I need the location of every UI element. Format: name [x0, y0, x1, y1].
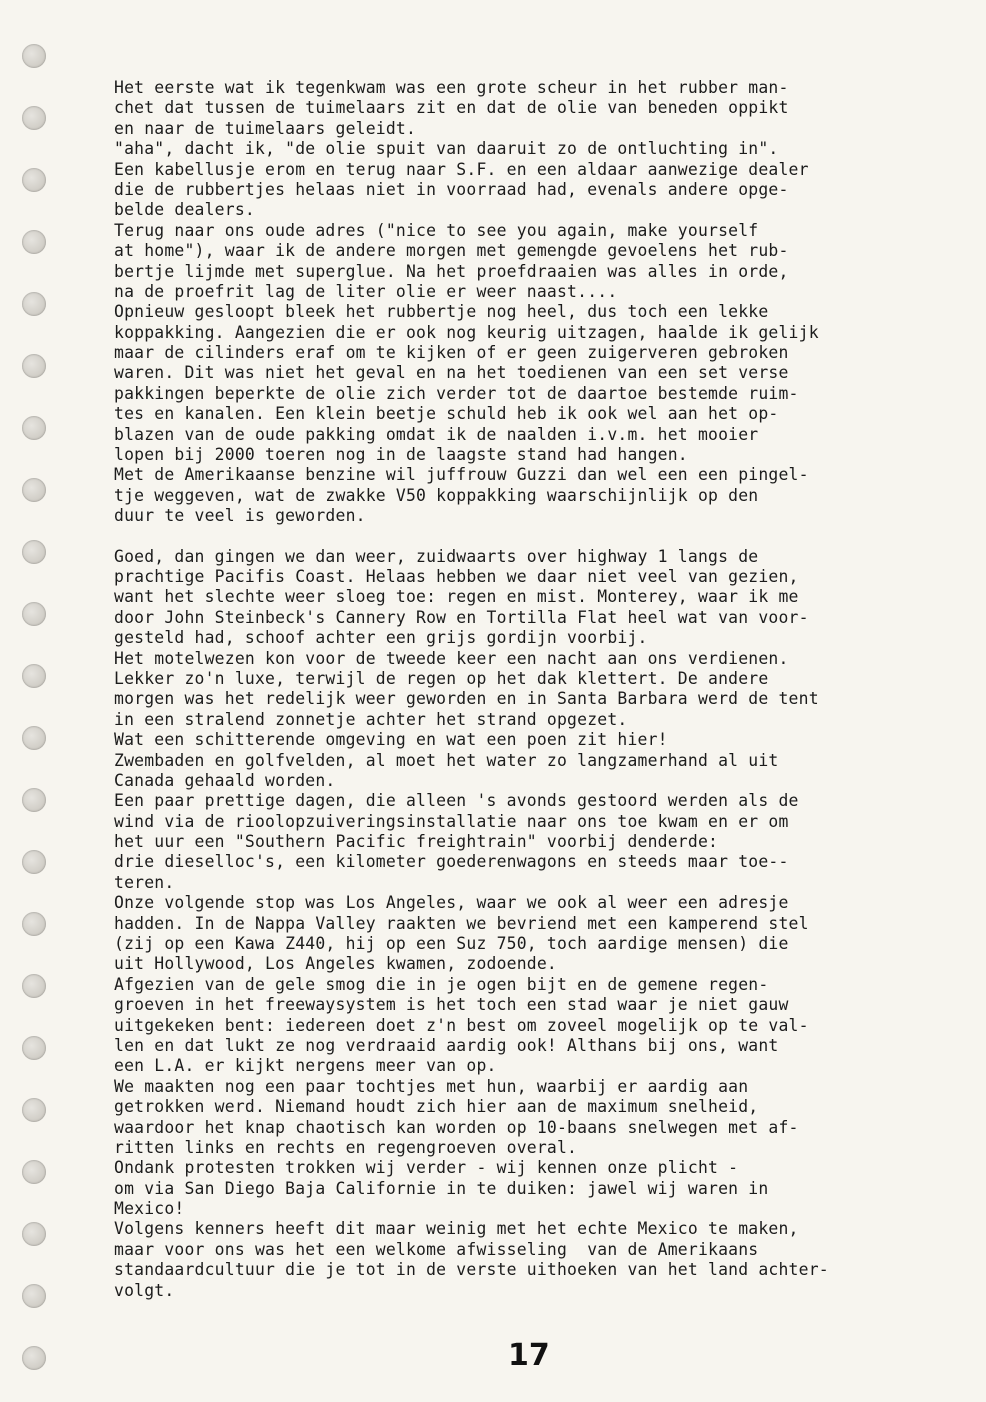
text-line: Volgens kenners heeft dit maar weinig met het echte Mexico te maken,: [114, 1219, 799, 1239]
text-line: om via San Diego Baja Californie in te duiken: jawel wij waren in: [114, 1178, 769, 1198]
binder-hole: [22, 416, 46, 440]
text-line: waren. Dit was niet het geval en na het toedienen van een set verse: [114, 363, 789, 383]
text-line: een L.A. er kijkt nergens meer van op.: [114, 1056, 497, 1076]
text-line: hadden. In de Nappa Valley raakten we bevriend met een kamperend stel: [114, 913, 809, 933]
text-line: gesteld had, schoof achter een grijs gordijn voorbij.: [114, 628, 648, 648]
binder-hole: [22, 292, 46, 316]
text-line: groeven in het freewaysystem is het toch een stad waar je niet gauw: [114, 995, 789, 1015]
text-line: teren.: [114, 872, 175, 892]
text-line: Opnieuw gesloopt bleek het rubbertje nog heel, dus toch een lekke: [114, 302, 769, 322]
text-line: maar voor ons was het een welkome afwisseling van de Amerikaans: [114, 1239, 759, 1259]
text-line: blazen van de oude pakking omdat ik de naalden i.v.m. het mooier: [114, 424, 759, 444]
text-line: pakkingen beperkte de olie zich verder tot de daartoe bestemde ruim-: [114, 383, 799, 403]
text-line: Zwembaden en golfvelden, al moet het water zo langzamerhand al uit: [114, 750, 779, 770]
binder-holes: [22, 44, 48, 1394]
binder-hole: [22, 1222, 46, 1246]
binder-hole: [22, 354, 46, 378]
text-line: Onze volgende stop was Los Angeles, waar we ook al weer een adresje: [114, 893, 789, 913]
binder-hole: [22, 974, 46, 998]
text-line: duur te veel is geworden.: [114, 506, 366, 526]
binder-hole: [22, 1036, 46, 1060]
text-line: uit Hollywood, Los Angeles kwamen, zodoende.: [114, 954, 557, 974]
binder-hole: [22, 1160, 46, 1184]
text-line: "aha", dacht ik, "de olie spuit van daaruit zo de ontluchting in".: [114, 139, 779, 159]
binder-hole: [22, 168, 46, 192]
text-line: na de proefrit lag de liter olie er weer naast....: [114, 281, 618, 301]
text-line: getrokken werd. Niemand houdt zich hier aan de maximum snelheid,: [114, 1097, 759, 1117]
text-line: volgt.: [114, 1280, 175, 1300]
binder-hole: [22, 1098, 46, 1122]
text-line: belde dealers.: [114, 200, 255, 220]
text-line: (zij op een Kawa Z440, hij op een Suz 750, toch aardige mensen) die: [114, 934, 789, 954]
paragraph-2: [114, 547, 974, 1301]
binder-hole: [22, 850, 46, 874]
binder-hole: [22, 1284, 46, 1308]
text-line: Terug naar ons oude adres ("nice to see you again, make yourself: [114, 220, 759, 240]
text-line: wind via de rioolopzuiveringsinstallatie naar ons toe kwam en er om: [114, 811, 789, 831]
text-line: len en dat lukt ze nog verdraaid aardig ook! Althans bij ons, want: [114, 1035, 779, 1055]
text-line: Wat een schitterende omgeving en wat een poen zit hier!: [114, 730, 668, 750]
text-line: Een paar prettige dagen, die alleen 's avonds gestoord werden als de: [114, 791, 799, 811]
text-line: ritten links en rechts en regengroeven overal.: [114, 1137, 578, 1157]
binder-hole: [22, 664, 46, 688]
text-line: Het eerste wat ik tegenkwam was een grote scheur in het rubber man-: [114, 78, 789, 97]
text-line: tje weggeven, wat de zwakke V50 koppakking waarschijnlijk op den: [114, 485, 759, 505]
text-line: Afgezien van de gele smog die in je ogen bijt en de gemene regen-: [114, 974, 769, 994]
text-line: in een stralend zonnetje achter het strand opgezet.: [114, 709, 628, 729]
binder-hole: [22, 602, 46, 626]
text-line: en naar de tuimelaars geleidt.: [114, 118, 417, 138]
text-line: Met de Amerikaanse benzine wil juffrouw Guzzi dan wel een een pingel-: [114, 465, 809, 485]
page-number: 17: [508, 1338, 550, 1373]
text-line: Het motelwezen kon voor de tweede keer een nacht aan ons verdienen.: [114, 648, 789, 668]
text-line: want het slechte weer sloeg toe: regen en mist. Monterey, waar ik me: [114, 587, 799, 607]
text-line: Ondank protesten trokken wij verder - wij kennen onze plicht -: [114, 1158, 739, 1178]
text-line: bertje lijmde met superglue. Na het proefdraaien was alles in orde,: [114, 261, 789, 281]
binder-hole: [22, 1346, 46, 1370]
text-line: chet dat tussen de tuimelaars zit en dat de olie van beneden oppikt: [114, 98, 789, 118]
binder-hole: [22, 788, 46, 812]
text-line: at home"), waar ik de andere morgen met gemengde gevoelens het rub-: [114, 241, 789, 261]
text-line: prachtige Pacifis Coast. Helaas hebben we daar niet veel van gezien,: [114, 566, 799, 586]
text-line: maar de cilinders eraf om te kijken of er geen zuigerveren gebroken: [114, 343, 789, 363]
text-line: Een kabellusje erom en terug naar S.F. en een aldaar aanwezige dealer: [114, 159, 809, 179]
binder-hole: [22, 540, 46, 564]
text-line: Canada gehaald worden.: [114, 770, 336, 790]
binder-hole: [22, 106, 46, 130]
text-line: standaardcultuur die je tot in de verste uithoeken van het land achter-: [114, 1260, 829, 1280]
binder-hole: [22, 912, 46, 936]
paragraph-gap: [114, 527, 974, 547]
text-line: Lekker zo'n luxe, terwijl de regen op het dak klettert. De andere: [114, 668, 769, 688]
text-line: We maakten nog een paar tochtjes met hun, waarbij er aardig aan: [114, 1076, 749, 1096]
text-line: waardoor het knap chaotisch kan worden op 10-baans snelwegen met af-: [114, 1117, 799, 1137]
text-line: uitgekeken bent: iedereen doet z'n best om zoveel mogelijk op te val-: [114, 1015, 809, 1035]
paragraph-1: [114, 78, 974, 527]
text-line: morgen was het redelijk weer geworden en in Santa Barbara werd de tent: [114, 689, 819, 709]
binder-hole: [22, 478, 46, 502]
text-line: het uur een "Southern Pacific freightrain" voorbij denderde:: [114, 832, 719, 852]
text-line: door John Steinbeck's Cannery Row en Tortilla Flat heel wat van voor-: [114, 607, 809, 627]
body-text: [114, 78, 974, 1301]
text-line: Goed, dan gingen we dan weer, zuidwaarts over highway 1 langs de: [114, 546, 759, 566]
text-line: drie dieselloc's, een kilometer goederenwagons en steeds maar toe--: [114, 852, 789, 872]
binder-hole: [22, 726, 46, 750]
text-line: tes en kanalen. Een klein beetje schuld heb ik ook wel aan het op-: [114, 404, 779, 424]
binder-hole: [22, 44, 46, 68]
text-line: lopen bij 2000 toeren nog in de laagste stand had hangen.: [114, 445, 688, 465]
binder-hole: [22, 230, 46, 254]
text-line: koppakking. Aangezien die er ook nog keurig uitzagen, haalde ik gelijk: [114, 322, 819, 342]
text-line: Mexico!: [114, 1199, 185, 1219]
text-line: die de rubbertjes helaas niet in voorraad had, evenals andere opge-: [114, 179, 789, 199]
